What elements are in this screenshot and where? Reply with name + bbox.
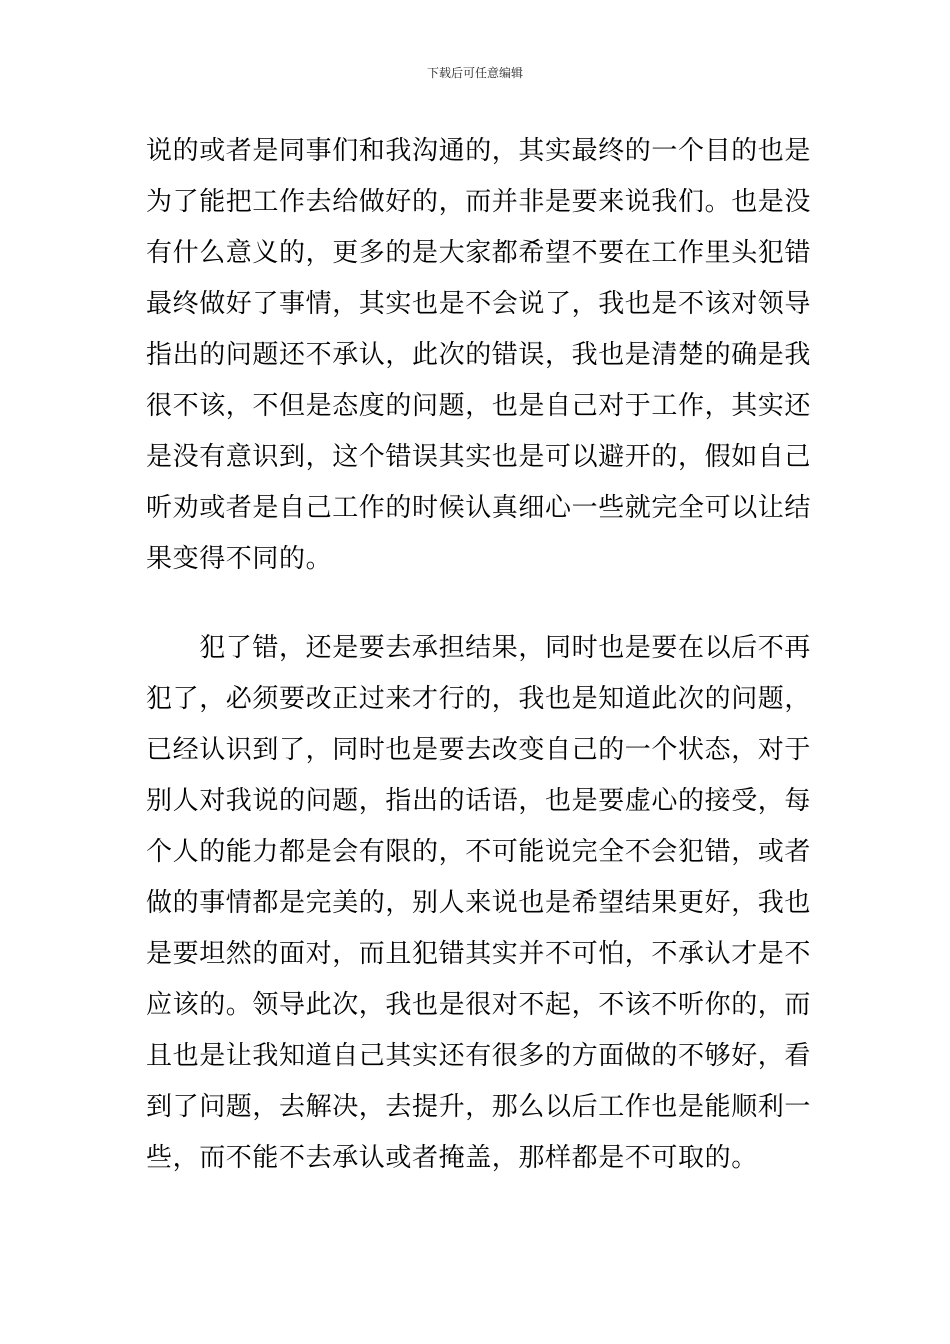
text-line: 别人对我说的问题，指出的话语，也是要虚心的接受，每: [146, 786, 812, 816]
text-line: 犯了，必须要改正过来才行的，我也是知道此次的问题，: [146, 684, 812, 714]
text-line: 已经认识到了，同时也是要去改变自己的一个状态，对于: [146, 735, 812, 765]
text-line: 听劝或者是自己工作的时候认真细心一些就完全可以让结: [146, 493, 812, 523]
text-line: 个人的能力都是会有限的，不可能说完全不会犯错，或者: [146, 837, 812, 867]
text-line: 说的或者是同事们和我沟通的，其实最终的一个目的也是: [146, 136, 812, 166]
text-line: 做的事情都是完美的，别人来说也是希望结果更好，我也: [146, 888, 812, 918]
text-line: 指出的问题还不承认，此次的错误，我也是清楚的确是我: [146, 340, 812, 370]
text-line: 应该的。领导此次，我也是很对不起，不该不听你的，而: [146, 990, 812, 1020]
page-header: 下载后可任意编辑: [426, 66, 523, 80]
paragraph: [146, 126, 812, 585]
text-line: 些，而不能不去承认或者掩盖，那样都是不可取的。: [146, 1143, 758, 1173]
text-line: 果变得不同的。: [146, 544, 333, 574]
text-line: 是要坦然的面对，而且犯错其实并不可怕，不承认才是不: [146, 939, 812, 969]
paragraph: [146, 623, 812, 1184]
text-line: 犯了错，还是要去承担结果，同时也是要在以后不再: [146, 633, 812, 663]
text-line: 有什么意义的，更多的是大家都希望不要在工作里头犯错: [146, 238, 812, 268]
text-line: 最终做好了事情，其实也是不会说了，我也是不该对领导: [146, 289, 812, 319]
text-line: 是没有意识到，这个错误其实也是可以避开的，假如自己: [146, 442, 812, 472]
text-line: 到了问题，去解决，去提升，那么以后工作也是能顺利一: [146, 1092, 812, 1122]
text-line: 且也是让我知道自己其实还有很多的方面做的不够好，看: [146, 1041, 812, 1071]
text-line: 很不该，不但是态度的问题，也是自己对于工作，其实还: [146, 391, 812, 421]
text-line: 为了能把工作去给做好的，而并非是要来说我们。也是没: [146, 187, 812, 217]
